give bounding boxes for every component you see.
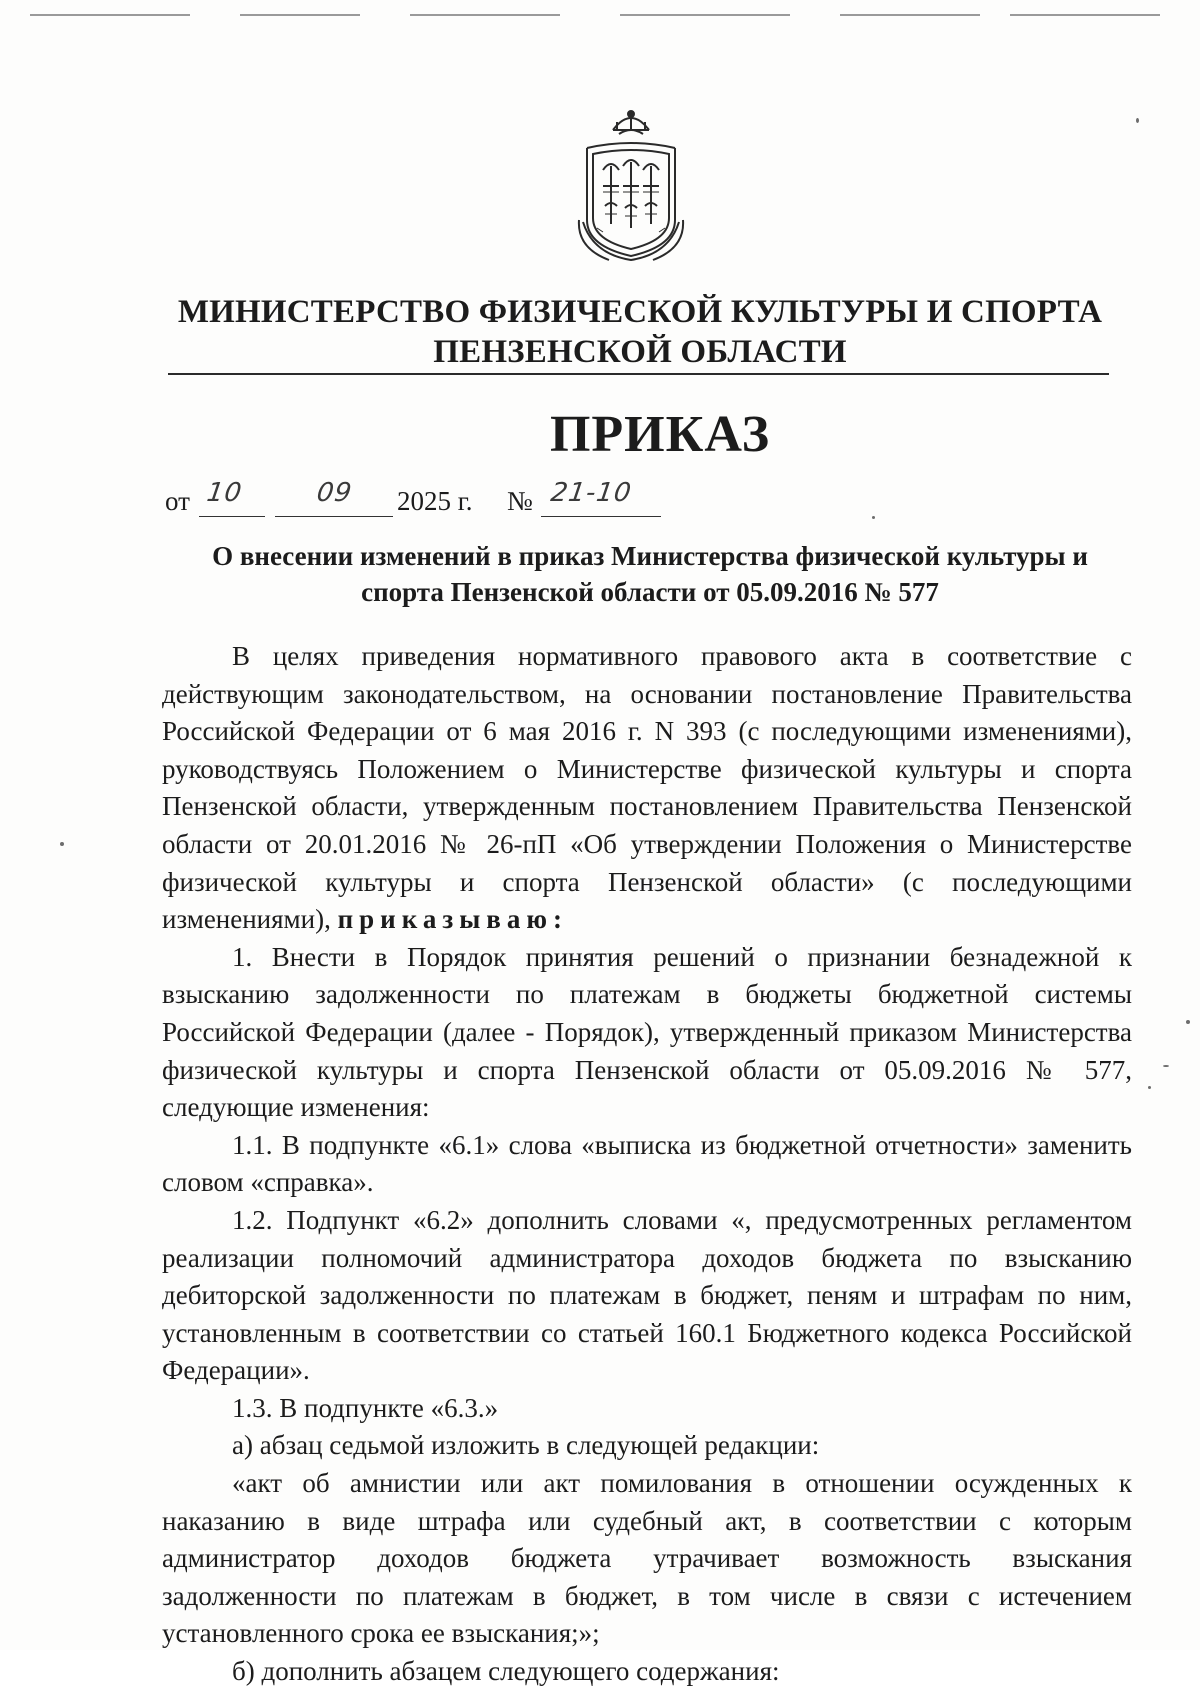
coat-of-arms-icon — [573, 108, 689, 264]
scan-line-artifact — [240, 14, 360, 16]
ministry-name-line-1: МИНИСТЕРСТВО ФИЗИЧЕСКОЙ КУЛЬТУРЫ И СПОРТА — [177, 294, 1103, 330]
item-1-2-paragraph: 1.2. Подпункт «6.2» дополнить словами «, предусмотренных регламентом реализации полномочий администратора доходов бюджета по взысканию дебиторской задолженности по платежам в бюджет, пеням и штрафам по ним, установленным в соответствии со статьей 160.1 Бюджетного кодекса Российской Федерации». — [162, 1204, 1132, 1386]
scan-speck — [1136, 118, 1139, 123]
date-from-label: от — [165, 486, 190, 516]
scan-speck — [1148, 1086, 1151, 1089]
number-sign: № — [507, 486, 533, 516]
scan-line-artifact — [410, 14, 560, 16]
subject-line-1: О внесении изменений в приказ Министерства физической культуры и — [212, 541, 1088, 571]
scan-speck — [1163, 1065, 1169, 1067]
scan-speck — [60, 842, 64, 846]
subject-line-2: спорта Пензенской области от 05.09.2016 № 577 — [361, 577, 939, 607]
scan-line-artifact — [30, 14, 190, 16]
item-1-3-paragraph: 1.3. В подпункте «6.3.» — [232, 1392, 499, 1423]
item-b-paragraph: б) дополнить абзацем следующего содержания: — [232, 1656, 780, 1687]
item-a-quote-paragraph: «акт об амнистии или акт помилования в отношении осужденных к наказанию в виде штрафа или судебный акт, в соответствии с которым администратор доходов бюджета утрачивает возможность взыскания задолженности по платежам в бюджет, в том числе в связи с истечением установленного срока ее взыскания;»; — [162, 1468, 1132, 1649]
scan-speck — [872, 516, 875, 519]
item-1-paragraph: 1. Внести в Порядок принятия решений о признании безнадежной к взысканию задолженности по платежам в бюджеты бюджетной системы Российской Федерации (далее - Порядок), утвержденный приказом Министерства физической культуры и спорта Пензенской области от 05.09.2016 № 577, следующие изменения: — [162, 941, 1132, 1123]
document-number-handwritten: 21-10 — [548, 478, 634, 508]
scan-line-artifact — [840, 14, 980, 16]
item-1-1-paragraph: 1.1. В подпункте «6.1» слова «выписка из бюджетной отчетности» заменить словом «справка». — [162, 1129, 1132, 1198]
scan-speck — [1186, 1020, 1190, 1024]
ministry-name-line-2: ПЕНЗЕНСКОЙ ОБЛАСТИ — [433, 334, 847, 370]
scan-line-artifact — [620, 14, 790, 16]
document-title: ПРИКАЗ — [549, 406, 771, 463]
document-body — [162, 638, 1132, 1691]
date-year-text: 2025 г. — [397, 486, 473, 516]
item-a-paragraph: а) абзац седьмой изложить в следующей редакции: — [232, 1430, 820, 1461]
date-month-handwritten: 09 — [314, 478, 355, 508]
date-day-handwritten: 10 — [204, 478, 245, 508]
header-divider — [168, 373, 1109, 375]
order-word: приказываю: — [337, 904, 569, 935]
scan-line-artifact — [1010, 14, 1160, 16]
preamble-text: В целях приведения нормативного правового акта в соответствие с действующим законодательством, на основании постановление Правительства Российской Федерации от 6 мая 2016 г. N 393 (с последующими изменениями), руководствуясь Положением о Министерстве физической культуры и спорта Пензенской области, утвержденным постановлением Правительства Пензенской области от 20.01.2016 № 26-пП «Об утверждении Положения о Министерстве физической культуры и спорта Пензенской области» (с последующими изменениями), — [162, 641, 1132, 935]
preamble-paragraph — [162, 638, 1132, 939]
